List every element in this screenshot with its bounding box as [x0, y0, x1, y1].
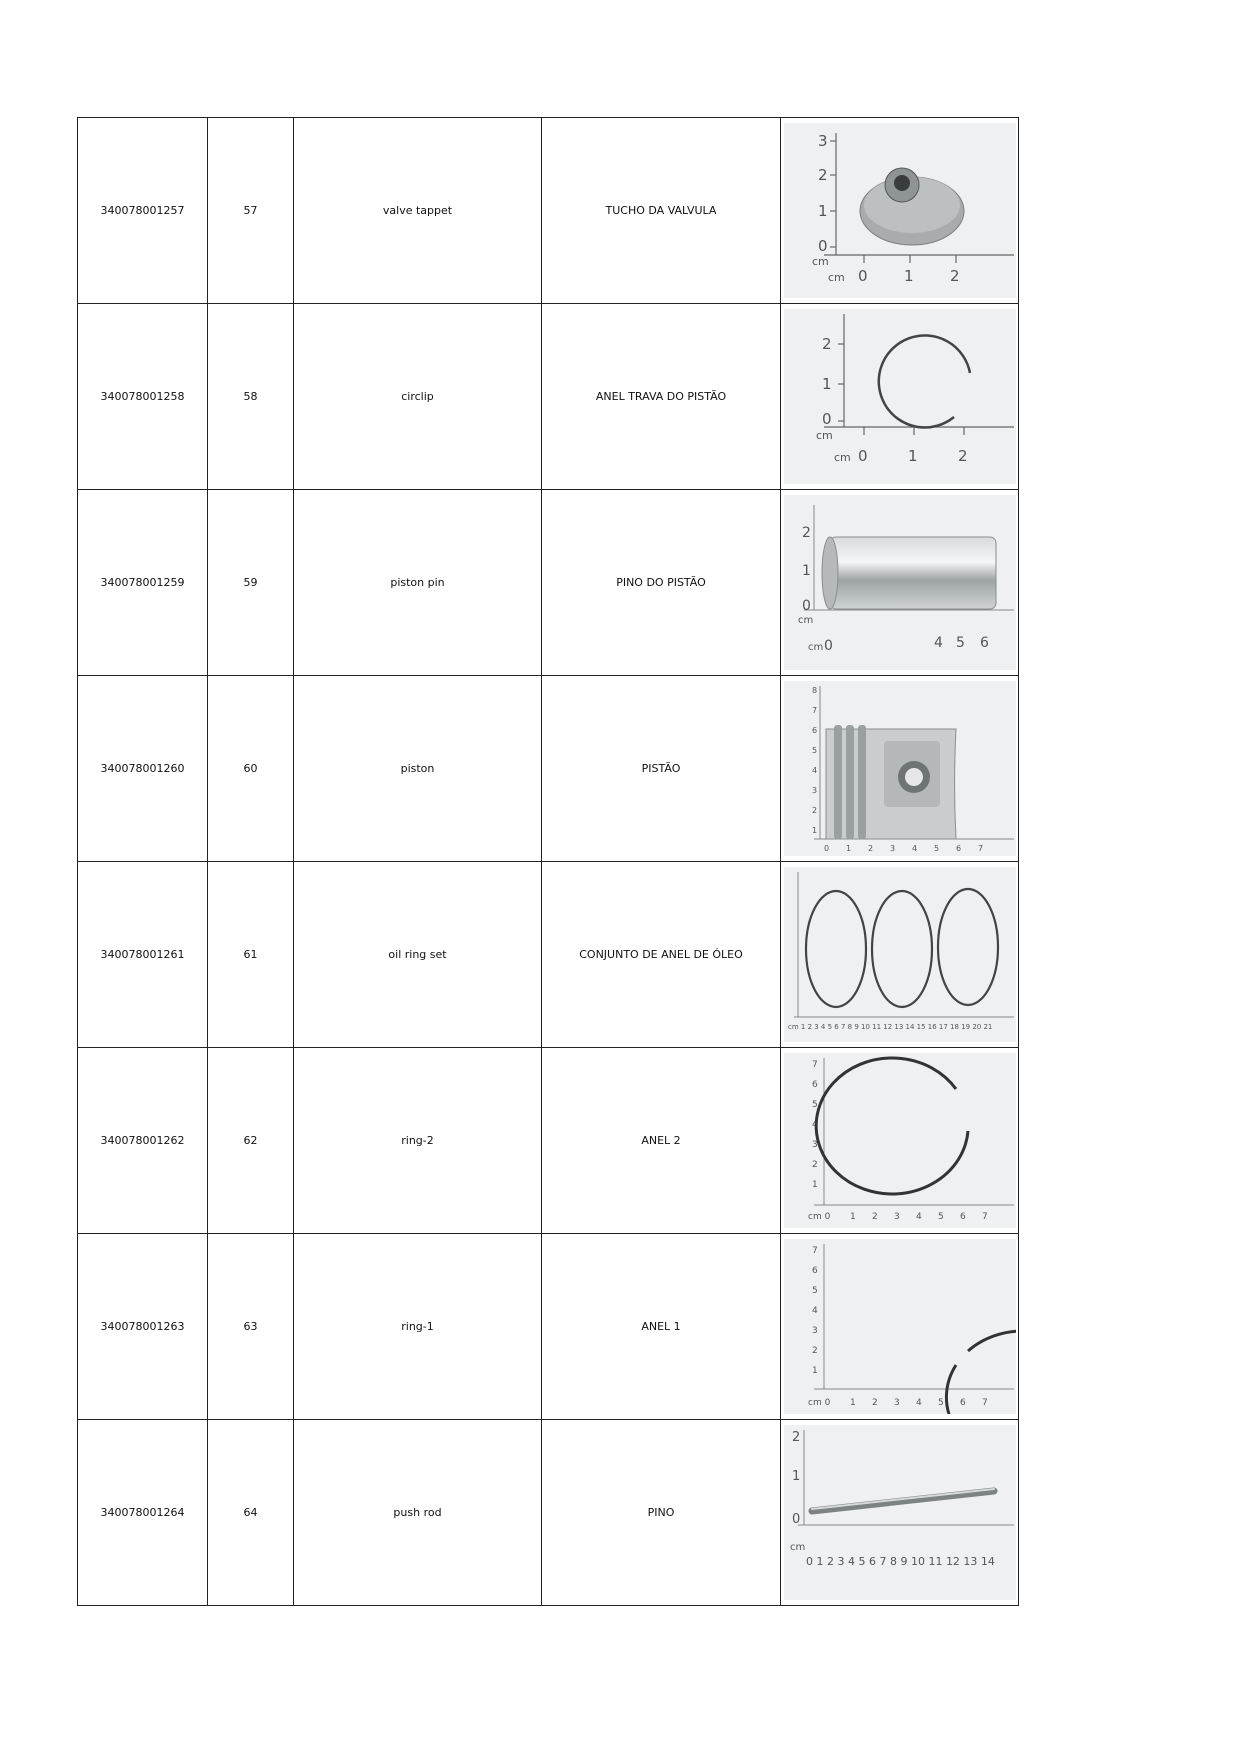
svg-text:4: 4 — [811, 1120, 818, 1130]
svg-text:1: 1 — [845, 844, 851, 853]
svg-text:1: 1 — [811, 826, 817, 835]
svg-text:7: 7 — [811, 1060, 818, 1070]
svg-text:6: 6 — [811, 726, 817, 735]
svg-text:6: 6 — [811, 1266, 818, 1276]
piston-photo — [784, 681, 1016, 856]
svg-text:0: 0 — [857, 447, 868, 465]
table-row — [78, 862, 1019, 1048]
svg-text:5: 5 — [955, 635, 965, 651]
description-en: piston pin — [294, 490, 542, 676]
ring-1-photo — [784, 1239, 1016, 1414]
svg-text:1: 1 — [801, 563, 811, 579]
item-number: 62 — [208, 1048, 294, 1234]
svg-text:4: 4 — [811, 1306, 818, 1316]
photo-cell — [781, 862, 1019, 1048]
svg-text:cm: cm — [833, 451, 851, 464]
photo-cell — [781, 1048, 1019, 1234]
svg-text:0: 0 — [821, 410, 832, 428]
svg-text:6: 6 — [811, 1080, 818, 1090]
svg-text:1: 1 — [817, 202, 828, 220]
part-code: 340078001258 — [78, 304, 208, 490]
svg-text:cm: cm — [827, 271, 845, 284]
svg-text:3: 3 — [817, 132, 828, 150]
svg-text:5: 5 — [811, 1100, 818, 1110]
svg-text:3: 3 — [811, 786, 817, 795]
svg-text:cm: cm — [815, 429, 833, 442]
part-code: 340078001263 — [78, 1234, 208, 1420]
item-number: 59 — [208, 490, 294, 676]
table-row — [78, 1234, 1019, 1420]
parts-table — [77, 117, 1019, 1606]
svg-text:cm 0: cm 0 — [807, 1212, 830, 1222]
description-pt: TUCHO DA VALVULA — [542, 118, 781, 304]
svg-text:1: 1 — [791, 1469, 800, 1484]
svg-text:2: 2 — [811, 1160, 818, 1170]
svg-text:7: 7 — [981, 1212, 988, 1222]
svg-text:cm: cm — [797, 615, 813, 626]
table-row — [78, 118, 1019, 304]
svg-text:2: 2 — [949, 267, 960, 285]
description-en: piston — [294, 676, 542, 862]
table-row — [78, 676, 1019, 862]
svg-text:0: 0 — [857, 267, 868, 285]
item-number: 63 — [208, 1234, 294, 1420]
svg-text:0: 0 — [801, 598, 811, 614]
svg-text:6: 6 — [959, 1212, 966, 1222]
svg-text:4: 4 — [933, 635, 943, 651]
description-en: push rod — [294, 1420, 542, 1606]
svg-text:1: 1 — [903, 267, 914, 285]
svg-text:4: 4 — [915, 1398, 922, 1408]
item-number: 57 — [208, 118, 294, 304]
table-row — [78, 490, 1019, 676]
svg-text:5: 5 — [811, 1286, 818, 1296]
item-number: 60 — [208, 676, 294, 862]
svg-text:3: 3 — [889, 844, 895, 853]
part-code: 340078001257 — [78, 118, 208, 304]
svg-text:8: 8 — [811, 686, 817, 695]
part-code: 340078001262 — [78, 1048, 208, 1234]
photo-cell — [781, 118, 1019, 304]
svg-text:cm 0: cm 0 — [807, 1398, 830, 1408]
photo-cell — [781, 490, 1019, 676]
photo-cell — [781, 1234, 1019, 1420]
svg-text:6: 6 — [955, 844, 961, 853]
description-pt: ANEL 2 — [542, 1048, 781, 1234]
description-pt: PINO — [542, 1420, 781, 1606]
description-pt: ANEL 1 — [542, 1234, 781, 1420]
svg-text:3: 3 — [811, 1140, 818, 1150]
svg-text:2: 2 — [817, 166, 828, 184]
item-number: 64 — [208, 1420, 294, 1606]
svg-text:2: 2 — [871, 1212, 878, 1222]
svg-text:7: 7 — [977, 844, 983, 853]
svg-text:7: 7 — [811, 706, 817, 715]
svg-text:7: 7 — [811, 1246, 818, 1256]
svg-text:cm: cm — [789, 1542, 805, 1553]
item-number: 61 — [208, 862, 294, 1048]
svg-text:5: 5 — [811, 746, 817, 755]
svg-text:2: 2 — [867, 844, 873, 853]
svg-text:5: 5 — [937, 1398, 944, 1408]
svg-text:2: 2 — [871, 1398, 878, 1408]
description-en: valve tappet — [294, 118, 542, 304]
description-pt: PISTÃO — [542, 676, 781, 862]
photo-cell — [781, 676, 1019, 862]
oil-ring-set-photo — [784, 867, 1016, 1042]
ring-2-photo — [784, 1053, 1016, 1228]
svg-text:0: 0 — [817, 237, 828, 255]
svg-text:2: 2 — [791, 1430, 800, 1445]
svg-text:5: 5 — [937, 1212, 944, 1222]
description-en: oil ring set — [294, 862, 542, 1048]
svg-text:1: 1 — [821, 375, 832, 393]
svg-text:2: 2 — [811, 806, 817, 815]
part-code: 340078001261 — [78, 862, 208, 1048]
svg-text:1: 1 — [907, 447, 918, 465]
svg-text:3: 3 — [811, 1326, 818, 1336]
description-en: circlip — [294, 304, 542, 490]
part-code: 340078001260 — [78, 676, 208, 862]
svg-text:3: 3 — [893, 1398, 900, 1408]
svg-text:3: 3 — [893, 1212, 900, 1222]
description-en: ring-2 — [294, 1048, 542, 1234]
svg-text:2: 2 — [801, 525, 811, 541]
piston-pin-photo — [784, 495, 1016, 670]
photo-cell — [781, 304, 1019, 490]
svg-text:0: 0 — [791, 1512, 800, 1527]
svg-text:1: 1 — [811, 1180, 818, 1190]
description-en: ring-1 — [294, 1234, 542, 1420]
item-number: 58 — [208, 304, 294, 490]
svg-text:0: 0 — [823, 638, 833, 654]
svg-text:1: 1 — [849, 1212, 856, 1222]
svg-text:2: 2 — [811, 1346, 818, 1356]
description-pt: ANEL TRAVA DO PISTÃO — [542, 304, 781, 490]
svg-text:4: 4 — [811, 766, 817, 775]
svg-text:1: 1 — [849, 1398, 856, 1408]
svg-text:cm 1 2 3 4 5 6 7 8 9 10 11 12: cm 1 2 3 4 5 6 7 8 9 10 11 12 13 14 15 16 17 18 19 20 21 — [787, 1023, 992, 1031]
svg-text:7: 7 — [981, 1398, 988, 1408]
svg-text:cm: cm — [807, 642, 823, 653]
svg-text:4: 4 — [915, 1212, 922, 1222]
table-row — [78, 1048, 1019, 1234]
svg-text:0: 0 — [823, 844, 829, 853]
svg-text:6: 6 — [959, 1398, 966, 1408]
svg-text:1: 1 — [811, 1366, 818, 1376]
part-code: 340078001264 — [78, 1420, 208, 1606]
photo-cell — [781, 1420, 1019, 1606]
circlip-photo — [784, 309, 1016, 484]
valve-tappet-photo — [784, 123, 1016, 298]
svg-text:4: 4 — [911, 844, 917, 853]
svg-text:6: 6 — [979, 635, 989, 651]
svg-text:2: 2 — [821, 335, 832, 353]
svg-text:0 1 2 3 4 5 6 7 8 9 10 11 12 1: 0 1 2 3 4 5 6 7 8 9 10 11 12 13 14 — [805, 1555, 995, 1568]
description-pt: CONJUNTO DE ANEL DE ÓLEO — [542, 862, 781, 1048]
svg-text:cm: cm — [811, 255, 829, 268]
description-pt: PINO DO PISTÃO — [542, 490, 781, 676]
svg-text:2: 2 — [957, 447, 968, 465]
svg-text:5: 5 — [933, 844, 939, 853]
push-rod-photo — [784, 1425, 1016, 1600]
table-row — [78, 1420, 1019, 1606]
part-code: 340078001259 — [78, 490, 208, 676]
table-row — [78, 304, 1019, 490]
